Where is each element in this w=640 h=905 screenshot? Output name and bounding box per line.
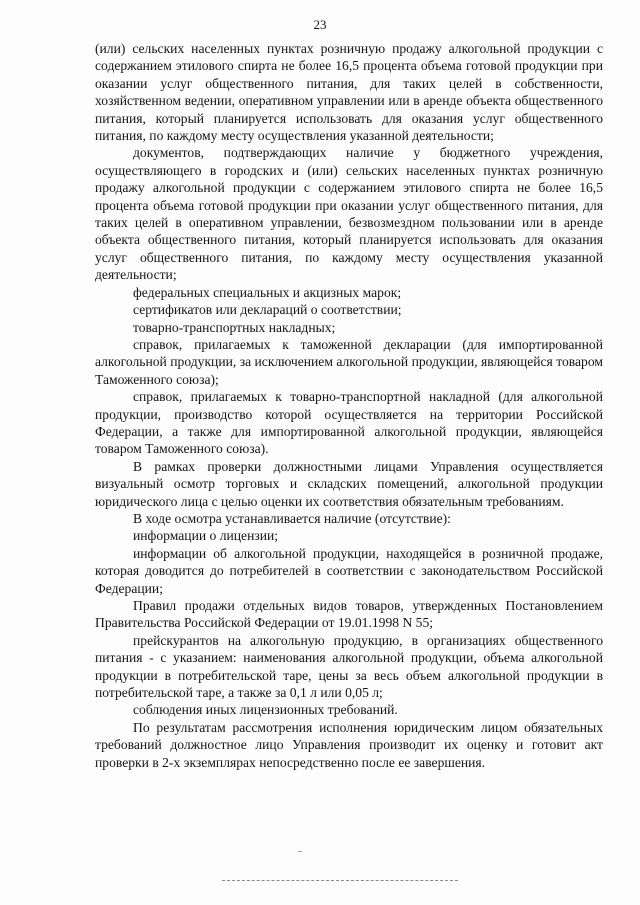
scan-artifact <box>298 851 302 852</box>
paragraph: справок, прилагаемых к товарно-транспортной накладной (для алкогольной продукции, производство которой осуществляется на территории Российской Федерации, а также для импортированной алкогольной продукции, являющейся товаром Таможенного союза). <box>95 389 603 457</box>
paragraph-continuation: (или) сельских населенных пунктах розничную продажу алкогольной продукции с содержанием этилового спирта не более 16,5 процента объема готовой продукции при оказании услуг общественного питания, для таких целей в собственности, хозяйственном ведении, оперативном управлении или в аренде объекта общественного питания, который планируется использовать для оказания услуг общественного питания, по каждому месту осуществления указанной деятельности; <box>95 41 603 144</box>
paragraph: В ходе осмотра устанавливается наличие (отсутствие): <box>133 510 451 526</box>
paragraph: В рамках проверки должностными лицами Управления осуществляется визуальный осмотр торговых и складских помещений, алкогольной продукции юридического лица с целью оценки их соответствия обязательным требованиям. <box>95 458 603 509</box>
paragraph: товарно-транспортных накладных; <box>133 319 336 335</box>
paragraph: документов, подтверждающих наличие у бюджетного учреждения, осуществляющего в городских и (или) сельских населенных пунктах розничную продажу алкогольной продукции с содержанием этилового спирта не более 16,5 процента объема готовой продукции при оказании услуг общественного питания, для таких целей в оперативном управлении, безвозмездном пользовании или в аренде объекта общественного питания, который планируется использовать для оказания услуг общественного питания, по каждому месту осуществления указанной деятельности; <box>95 145 603 283</box>
document-body <box>95 40 603 771</box>
paragraph: Правил продажи отдельных видов товаров, утвержденных Постановлением Правительства Российской Федерации от 19.01.1998 N 55; <box>95 598 603 631</box>
paragraph: прейскурантов на алкогольную продукцию, в организациях общественного питания - с указанием: наименования алкогольной продукции, объема алкогольной продукции в потребительской таре, цены за весь объем алкогольной продукции в потребительской таре, а также за 0,1 л или 0,05 л; <box>95 632 603 701</box>
page-number: 23 <box>313 17 327 32</box>
paragraph: По результатам рассмотрения исполнения юридическим лицом обязательных требований должностное лицо Управления производит их оценку и готовит акт проверки в 2-х экземплярах непосредственно после ее завершения. <box>95 719 603 770</box>
paragraph: соблюдения иных лицензионных требований. <box>133 702 398 718</box>
bottom-scan-rule <box>222 880 458 882</box>
paragraph: информации о лицензии; <box>133 528 279 544</box>
paragraph: сертификатов или деклараций о соответствии; <box>133 302 402 318</box>
paragraph: справок, прилагаемых к таможенной декларации (для импортированной алкогольной продукции, за исключением алкогольной продукции, являющейся товаром Таможенного союза); <box>95 336 603 387</box>
paragraph: информации об алкогольной продукции, находящейся в розничной продаже, которая доводится до потребителей в соответствии с законодательством Российской Федерации; <box>95 545 603 596</box>
paragraph: федеральных специальных и акцизных марок; <box>133 284 402 300</box>
